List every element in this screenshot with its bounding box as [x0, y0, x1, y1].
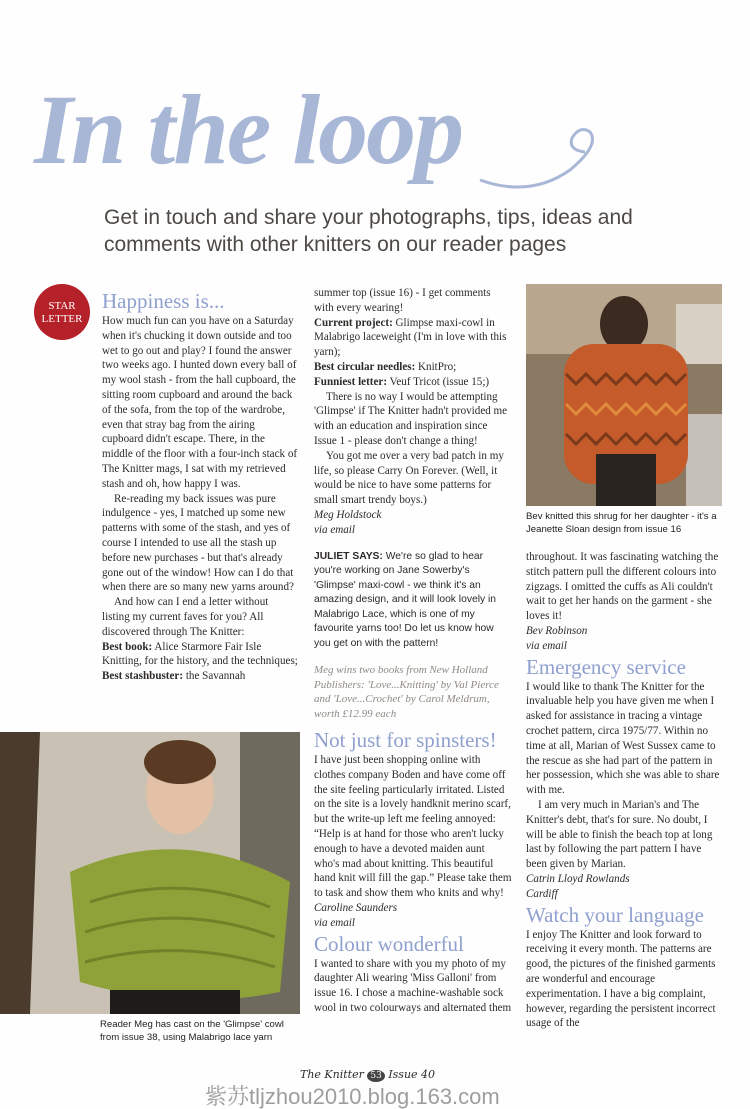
- cowl-photo: [0, 732, 300, 1014]
- shrug-photo: [526, 284, 722, 506]
- letter-heading: Emergency service: [526, 654, 686, 679]
- editor-reply: JULIET SAYS: We're so glad to hear you're working on Jane Sowerby's 'Glimpse' maxi-cowl - we think it's an amazing design, and it will look lovely in Malabrigo Lace, which is one of my favourite yarns too! Do let us know how you get on with the pattern!: [314, 550, 497, 649]
- letter-heading: Colour wonderful: [314, 931, 464, 956]
- column-3: throughout. It was fascinating watching the stitch pattern pull the different colours into zigzags. I omitted the cuffs as Ali couldn't wait to get her hands on the garment - she loves it! Bev Robinson via email Emergency service I would like to thank The Knitter for the invaluable help you have given me when I asked for assistance in tracing a vintage crochet pattern, circa 1975/77. Within no time at all, Marian of West Sussex came to the rescue as she had part of the pattern in her possession, which she was able to share with me. I am very much in Marian's and The Knitter's debt, that's for sure. No doubt, I will be able to finish the beach top at long last by following the part pattern I have been given by Marian. Catrin Lloyd Rowlands Cardiff Watch your language I enjoy The Knitter and look forward to receiving it every month. The patterns are good, the pictures of the finished garments are wonderful and encourage experimentation. I have a big complaint, however, regarding the persistent incorrect usage of the: [526, 550, 722, 1031]
- letter-heading: Watch your language: [526, 902, 704, 927]
- title-swirl-decoration: [470, 120, 630, 200]
- column-1: Happiness is... How much fun can you have on a Saturday when it's chucking it down outside and too wet to go out and play? I found the answer two weeks ago. I hunted down every ball of my wool stash - from the hall cupboard, the sitting room cupboard and around the back of the sofa, from the top of the wardrobe, even that stray bag from the airing cupboard didn't escape. There, in the middle of the floor with a four-inch stack of The Knitter mags, I sat with my retrieved stash and oh, how happy I was. Re-reading my back issues was pure indulgence - yes, I matched up some new patterns with some of the stash, and yes of course I intended to use all the stash up before new purchases - but that's already gone out of the window! How can I do that when there are so many new yarns around? And how can I end a letter without listing my current faves for you? All discovered through The Knitter: Best book: Alice Starmore Fair Isle Knitting, for the history, and the techniques; Best stashbuster: the Savannah: [102, 289, 298, 683]
- cowl-caption: Reader Meg has cast on the 'Glimpse' cowl from issue 38, using Malabrigo lace yarn: [100, 1019, 284, 1043]
- page-subtitle: Get in touch and share your photographs, tips, ideas and comments with other knitters on our reader pages: [104, 206, 633, 256]
- letter-heading: Not just for spinsters!: [314, 728, 497, 753]
- page-title: In the loop: [34, 74, 463, 185]
- column-2: summer top (issue 16) - I get comments with every wearing! Current project: Glimpse maxi-cowl in Malabrigo laceweight (I'm in love with this yarn); Best circular needles: KnitPro; Funniest letter: Veuf Tricot (issue 15;) There is no way I would be attempting 'Glimpse' if The Knitter hadn't provided me with an education and inspiration since Issue 1 - please don't change a thing! You got me over a very bad patch in my life, so please Carry On Forever. (Well, it would be nice to have some patterns for small smart trendy boys.) Meg Holdstock via email JULIET SAYS: We're so glad to hear you're working on Jane Sowerby's 'Glimpse' maxi-cowl - we think it's an amazing design, and it will look lovely in Malabrigo Lace, which is one of my favourite yarns too! Do let us know how you get on with the pattern! Meg wins two books from New Holland Publishers: 'Love...Knitting' by Val Pierce and 'Love...Crochet' by Carol Meldrum, worth £12.99 each Not just for spinsters! I have just been shopping online with clothes company Boden and have come off the site feeling particularly irritated. Listed on the site is a lovely handknit merino scarf, but the write-up left me feeling annoyed: “Help is at hand for those who aren't lucky enough to have a devoted maiden aunt who's mad about knitting. This beautiful hand knit will fill the gap.” Please take them to task and show them who knits and why! Caroline Saunders via email Colour wonderful I wanted to share with you my photo of my daughter Ali wearing 'Miss Galloni' from issue 16. I chose a machine-washable sock wool in two colourways and alternated them: [314, 287, 512, 1014]
- page-footer: The Knitter 53 Issue 40: [300, 1068, 436, 1081]
- letter-heading: Happiness is...: [102, 289, 225, 313]
- prize-note: Meg wins two books from New Holland Publishers: 'Love...Knitting' by Val Pierce and 'Love...Crochet' by Carol Meldrum, worth £12.99 each: [314, 664, 499, 720]
- watermark: 紫苏tljzhou2010.blog.163.com: [205, 1084, 500, 1109]
- shrug-caption: Bev knitted this shrug for her daughter - it's a Jeanette Sloan design from issue 16: [526, 511, 717, 535]
- star-letter-badge: STAR LETTER: [34, 284, 90, 340]
